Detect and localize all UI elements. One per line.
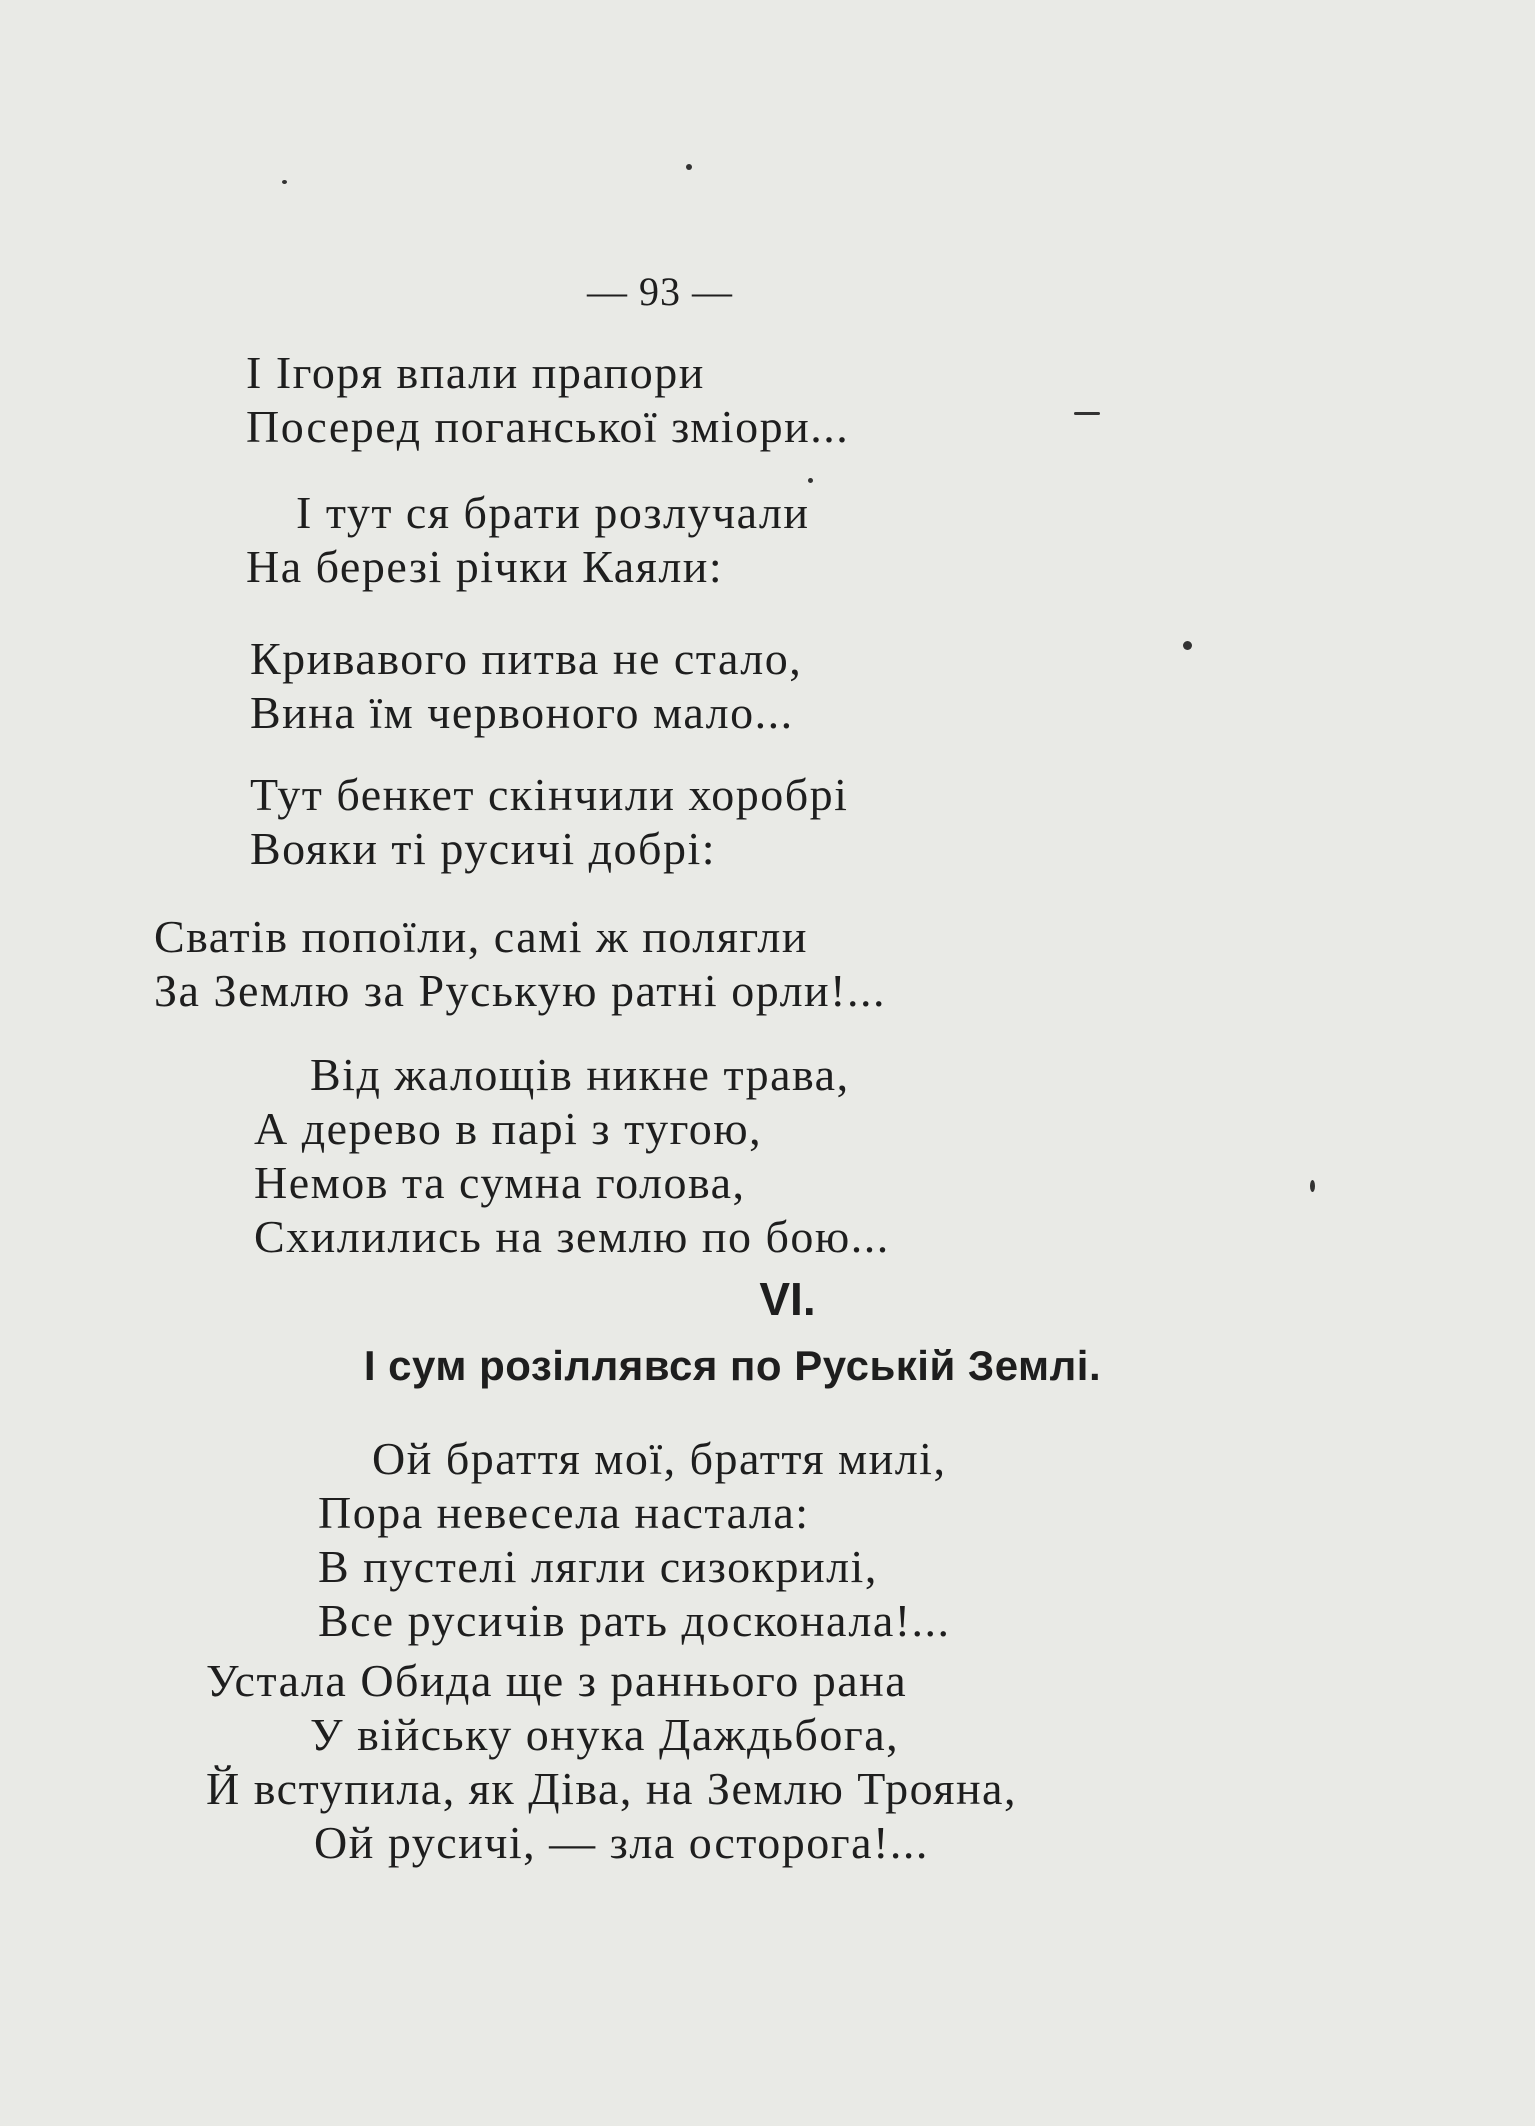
stanza-5: [154, 910, 886, 1018]
verse-line: Сватів попоїли, самі ж полягли: [154, 911, 809, 962]
stanza-6: [254, 1048, 890, 1264]
verse-line: Й вступила, як Діва, на Землю Трояна,: [206, 1763, 1017, 1814]
verse-line: На березі річки Каяли:: [246, 541, 724, 592]
verse-line: А дерево в парі з тугою,: [254, 1103, 763, 1154]
stanza-4: [250, 768, 848, 876]
print-speck: [808, 478, 813, 483]
verse-line: У війську онука Даждьбога,: [310, 1709, 900, 1760]
verse-line: І Ігоря впали прапори: [246, 347, 705, 398]
stanza-3: [250, 632, 802, 740]
verse-line: Посеред поганської зміори...: [246, 401, 850, 452]
verse-line: В пустелі лягли сизокрилі,: [318, 1541, 878, 1592]
print-speck: [1074, 412, 1100, 415]
verse-line: Ой браття мої, браття милі,: [372, 1433, 947, 1484]
page-number: — 93 —: [587, 269, 733, 314]
print-speck: [686, 164, 692, 170]
verse-line: Немов та сумна голова,: [254, 1157, 746, 1208]
print-speck: [1183, 641, 1192, 650]
stanza-2: [246, 486, 810, 594]
verse-line: Тут бенкет скінчили хоробрі: [250, 769, 849, 820]
stanza-8: [206, 1654, 1017, 1870]
verse-line: Все русичів рать досконала!...: [318, 1595, 951, 1646]
verse-line: Від жалощів никне трава,: [310, 1049, 850, 1100]
verse-line: Пора невесела настала:: [318, 1487, 810, 1538]
verse-line: І тут ся брати розлучали: [296, 487, 810, 538]
verse-line: Ой русичі, — зла осторога!...: [314, 1817, 929, 1868]
verse-line: Кривавого питва не стало,: [250, 633, 803, 684]
section-number: VI.: [759, 1273, 816, 1325]
stanza-7: [318, 1432, 951, 1648]
section-title: І сум розіллявся по Руській Землі.: [363, 1342, 1102, 1389]
verse-line: Вина їм червоного мало...: [250, 687, 794, 738]
print-speck: [1310, 1180, 1315, 1192]
stanza-1: [246, 346, 849, 454]
print-speck: [282, 180, 287, 184]
verse-line: Устала Обида ще з раннього рана: [206, 1655, 908, 1706]
verse-line: Схилились на землю по бою...: [254, 1211, 890, 1262]
verse-line: За Землю за Руськую ратні орли!...: [154, 965, 886, 1016]
verse-line: Вояки ті русичі добрі:: [250, 823, 717, 874]
